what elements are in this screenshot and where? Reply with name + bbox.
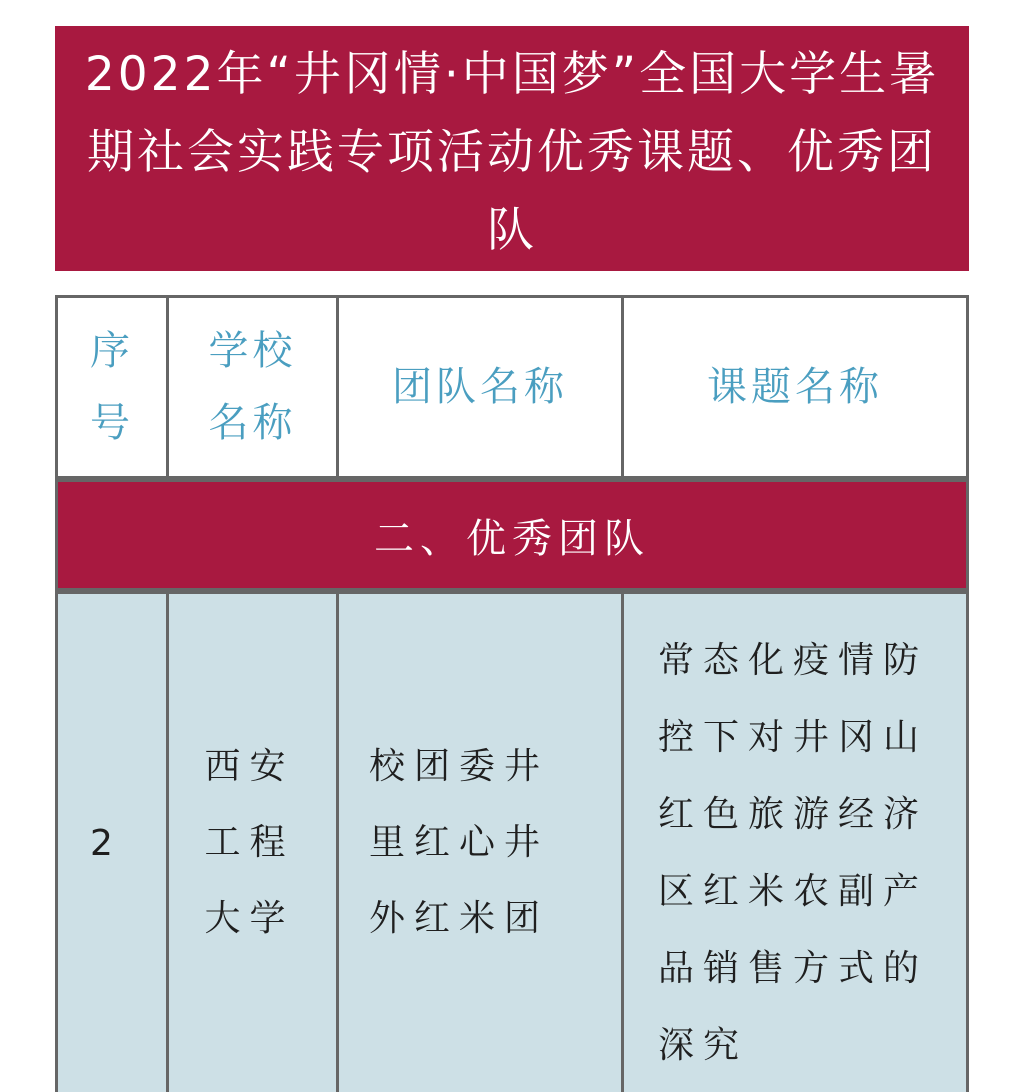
table-header-row [55, 295, 969, 479]
table-row [55, 591, 969, 1092]
section-heading-row [55, 479, 969, 591]
section-heading-label: 二、优秀团队 [374, 515, 650, 562]
cell-topic [624, 594, 966, 1092]
page-title: 2022年“井冈情·中国梦”全国大学生暑期社会实践专项活动优秀课题、优秀团队 [55, 26, 969, 271]
cell-index [58, 594, 169, 1092]
header-team-label: 团队名称 [392, 364, 568, 410]
row-topic-value: 常态化疫情防控下对井冈山红色旅游经济区红米农副产品销售方式的深究 [658, 640, 929, 1066]
cell-school [169, 594, 339, 1092]
header-topic-label: 课题名称 [707, 364, 883, 410]
row-school-value: 西安工程大学 [204, 746, 295, 939]
cell-team [339, 594, 624, 1092]
row-team-value: 校团委井里红心井外红米团 [369, 746, 550, 939]
header-cell-school [169, 298, 339, 476]
header-cell-team [339, 298, 624, 476]
header-cell-topic [624, 298, 966, 476]
header-cell-index [58, 298, 169, 476]
row-index-value: 2 [90, 822, 122, 864]
header-school-label: 学校名称 [208, 328, 297, 446]
header-index-label: 序号 [90, 328, 134, 446]
